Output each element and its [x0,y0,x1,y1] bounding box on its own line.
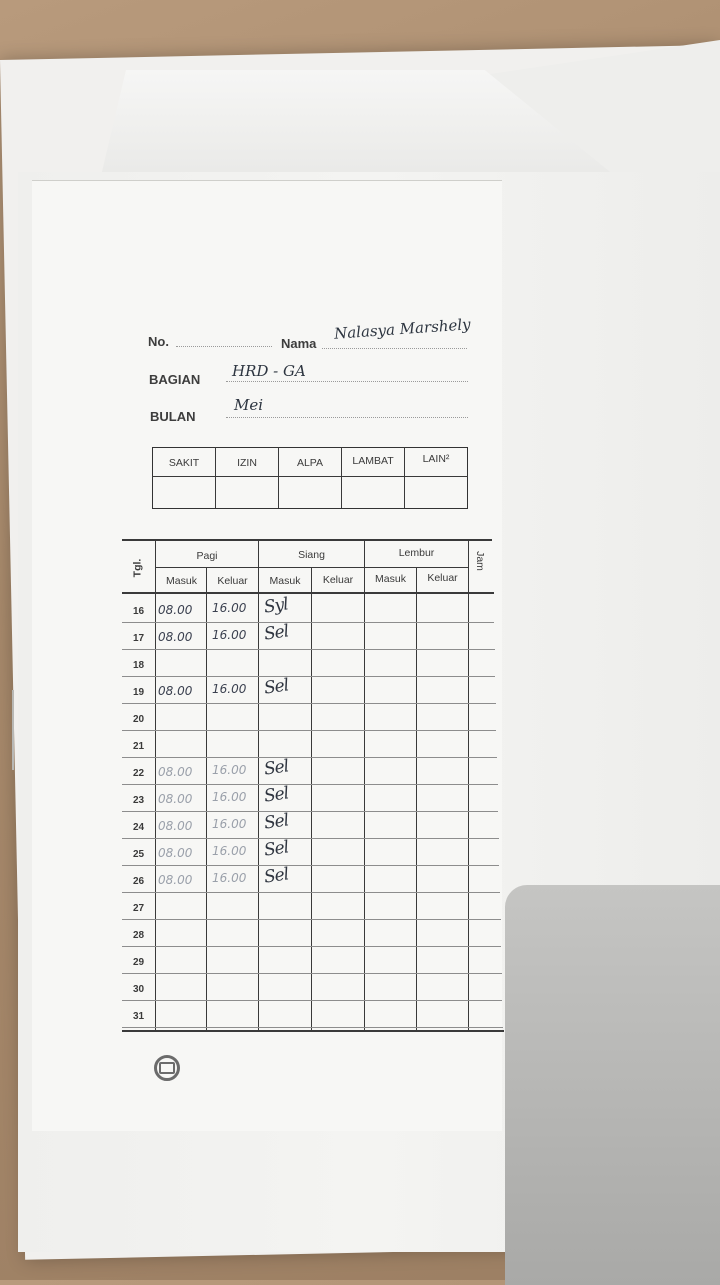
row-day: 25 [133,849,145,860]
row-divider [122,865,499,866]
summary-sakit: SAKIT [168,457,200,469]
row-day: 21 [133,741,145,752]
paraf-signature: Sel [262,675,290,699]
row-day: 29 [133,957,145,968]
foreground-object [505,885,720,1285]
paraf-signature: Sel [262,621,290,645]
no-field-line [176,346,272,347]
bulan-value: Mei [234,396,264,414]
pagi-masuk-cell: 08.00 [158,792,193,806]
lembur-header: Lembur [398,547,435,559]
bagian-value: HRD - GA [232,362,306,380]
table-col-line [364,540,365,1030]
row-day: 28 [133,930,145,941]
row-day: 26 [133,876,145,887]
pagi-keluar-cell: 16.00 [212,871,247,885]
summary-alpa: ALPA [296,457,324,469]
pagi-masuk-cell: 08.00 [158,765,193,779]
pagi-keluar-cell: 16.00 [212,601,247,615]
row-divider [122,946,501,947]
pagi-keluar-cell: 16.00 [212,628,247,642]
row-divider [122,622,494,623]
bagian-label: BAGIAN [149,372,201,387]
table-header-bottom [122,592,494,594]
lembur-keluar-header: Keluar [427,572,458,584]
siang-keluar-header: Keluar [322,574,354,586]
table-top-border [122,539,492,541]
row-divider [122,1027,503,1028]
pagi-keluar-cell: 16.00 [212,817,247,831]
row-divider [122,973,502,974]
paraf-signature: Sel [262,810,290,834]
printer-logo-icon [154,1055,180,1081]
paraf-signature: Sel [262,864,290,888]
bulan-field-line [226,417,468,418]
pagi-header: Pagi [196,550,218,562]
pagi-masuk-cell: 08.00 [158,630,193,644]
summary-izin: IZIN [237,457,257,469]
table-col-line [311,567,312,1030]
row-day: 16 [133,606,145,617]
table-bottom-border [122,1030,504,1032]
row-day: 22 [133,768,145,779]
row-day: 18 [133,660,145,671]
summary-lambat: LAMBAT [352,455,394,467]
pagi-keluar-cell: 16.00 [212,790,247,804]
nama-label: Nama [281,336,317,351]
table-col-line [468,540,469,1030]
row-divider [122,919,501,920]
pagi-masuk-cell: 08.00 [158,603,193,617]
pagi-masuk-cell: 08.00 [158,684,193,698]
row-day: 27 [133,903,145,914]
pagi-masuk-header: Masuk [166,575,197,587]
nama-field-line [322,348,467,349]
row-divider [122,649,495,650]
row-divider [122,784,498,785]
pagi-masuk-cell: 08.00 [158,873,193,887]
row-divider [122,838,499,839]
paraf-signature: Sel [262,756,290,780]
table-col-line [416,567,417,1030]
bagian-field-line [226,381,468,382]
row-day: 30 [133,984,145,995]
row-day: 17 [133,633,145,644]
row-day: 19 [133,687,145,698]
jam-header: Jam [473,551,486,571]
summary-lain: LAIN² [422,453,450,465]
siang-header: Siang [298,549,325,561]
row-divider [122,757,497,758]
pagi-keluar-cell: 16.00 [212,844,247,858]
tgl-header: Tgl. [131,558,144,578]
siang-masuk-header: Masuk [269,575,301,587]
row-divider [122,811,498,812]
row-divider [122,676,495,677]
pagi-keluar-header: Keluar [217,575,248,587]
lembur-masuk-header: Masuk [375,573,406,585]
summary-divider [152,476,468,477]
pagi-masuk-cell: 08.00 [158,846,193,860]
row-divider [122,730,496,731]
bulan-label: BULAN [150,409,196,424]
card-edge [12,690,14,770]
pagi-masuk-cell: 08.00 [158,819,193,833]
pagi-keluar-cell: 16.00 [212,763,247,777]
row-day: 31 [133,1011,145,1022]
row-divider [122,892,500,893]
row-divider [122,1000,502,1001]
paraf-signature: Sel [262,837,290,861]
row-day: 20 [133,714,145,725]
no-label: No. [148,334,169,349]
row-day: 23 [133,795,145,806]
pagi-keluar-cell: 16.00 [212,682,247,696]
row-divider [122,703,496,704]
paraf-signature: Sel [262,783,290,807]
paraf-signature: Syl [262,594,289,618]
table-col-line [258,540,259,1030]
row-day: 24 [133,822,145,833]
table-col-line [155,540,156,1030]
nama-value: Nalasya Marshely [333,315,472,343]
table-col-line [206,567,207,1030]
